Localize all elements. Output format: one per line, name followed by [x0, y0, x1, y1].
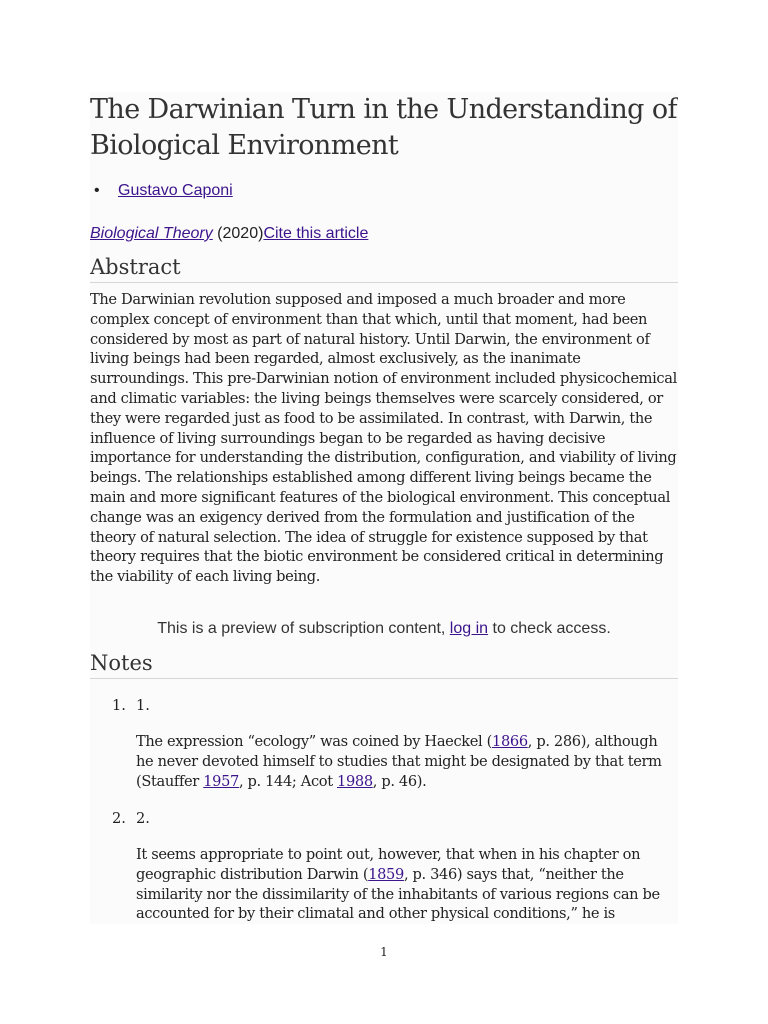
reference-link-1859[interactable]: 1859 — [368, 865, 404, 883]
abstract-heading: Abstract — [90, 254, 678, 283]
article-preview-panel — [90, 92, 678, 924]
note-text-segment: , p. 286), although he never devoted himself to studies that might be designated by that term (Stauffer — [136, 733, 662, 790]
note-text-segment: , p. 46). — [372, 772, 427, 790]
note-label: 1. — [136, 697, 150, 714]
note-text — [136, 845, 670, 924]
note-list-marker: 1. — [112, 697, 126, 714]
note-label: 2. — [136, 810, 150, 827]
reference-link-1988[interactable]: 1988 — [337, 772, 373, 790]
reference-link-1957[interactable]: 1957 — [203, 772, 239, 790]
bullet-icon: • — [94, 182, 100, 199]
note-text-segment: It seems appropriate to point out, however, that when in his chapter on geographic distribution Darwin ( — [136, 846, 641, 883]
page-number: 1 — [380, 945, 388, 959]
author-link[interactable]: Gustavo Caponi — [118, 182, 233, 199]
abstract-text: The Darwinian revolution supposed and imposed a much broader and more complex concept of environment than that which, until that moment, had been considered by most as part of natural history. Until Darwin, the environment of living beings had been regarded, almost exclusively, as the inanimate surroundings. This pre-Darwinian notion of environment included physicochemical and climatic variables: the living beings themselves were scarcely considered, or they were regarded just as food to be assimilated. In contrast, with Darwin, the influence of living surroundings began to be regarded as having decisive importance for understanding the distribution, configuration, and viability of living beings. The relationships established among different living beings became the main and more significant features of the biological environment. This conceptual change was an exigency derived from the formulation and justification of the theory of natural selection. The idea of struggle for existence supposed by that theory requires that the biotic environment be considered critical in determining the viability of each living being. — [90, 291, 677, 586]
note-text — [136, 732, 670, 791]
publication-year: (2020) — [212, 225, 264, 242]
preview-text-before: This is a preview of subscription content, — [157, 620, 450, 637]
notes-heading: Notes — [90, 650, 678, 679]
article-title: The Darwinian Turn in the Understanding of Biological Environment — [90, 94, 677, 161]
preview-text-after: to check access. — [488, 620, 611, 637]
citation-line — [90, 224, 368, 244]
subscription-preview-notice — [90, 619, 678, 639]
journal-link[interactable]: Biological Theory — [90, 225, 213, 242]
note-list-marker: 2. — [112, 810, 126, 827]
note-text-segment: , p. 346) says that, “neither the similarity nor the dissimilarity of the inhabitants of various regions can be accounted for by their climatal and other physical conditions,” he is — [136, 865, 660, 923]
note-text-segment: The expression “ecology” was coined by Haeckel ( — [136, 733, 493, 750]
note-text-segment: , p. 144; Acot — [238, 772, 338, 790]
log-in-link[interactable]: log in — [449, 620, 489, 637]
cite-article-link[interactable]: Cite this article — [263, 225, 369, 242]
author-list-item — [94, 181, 233, 201]
reference-link-1866[interactable]: 1866 — [492, 733, 528, 750]
